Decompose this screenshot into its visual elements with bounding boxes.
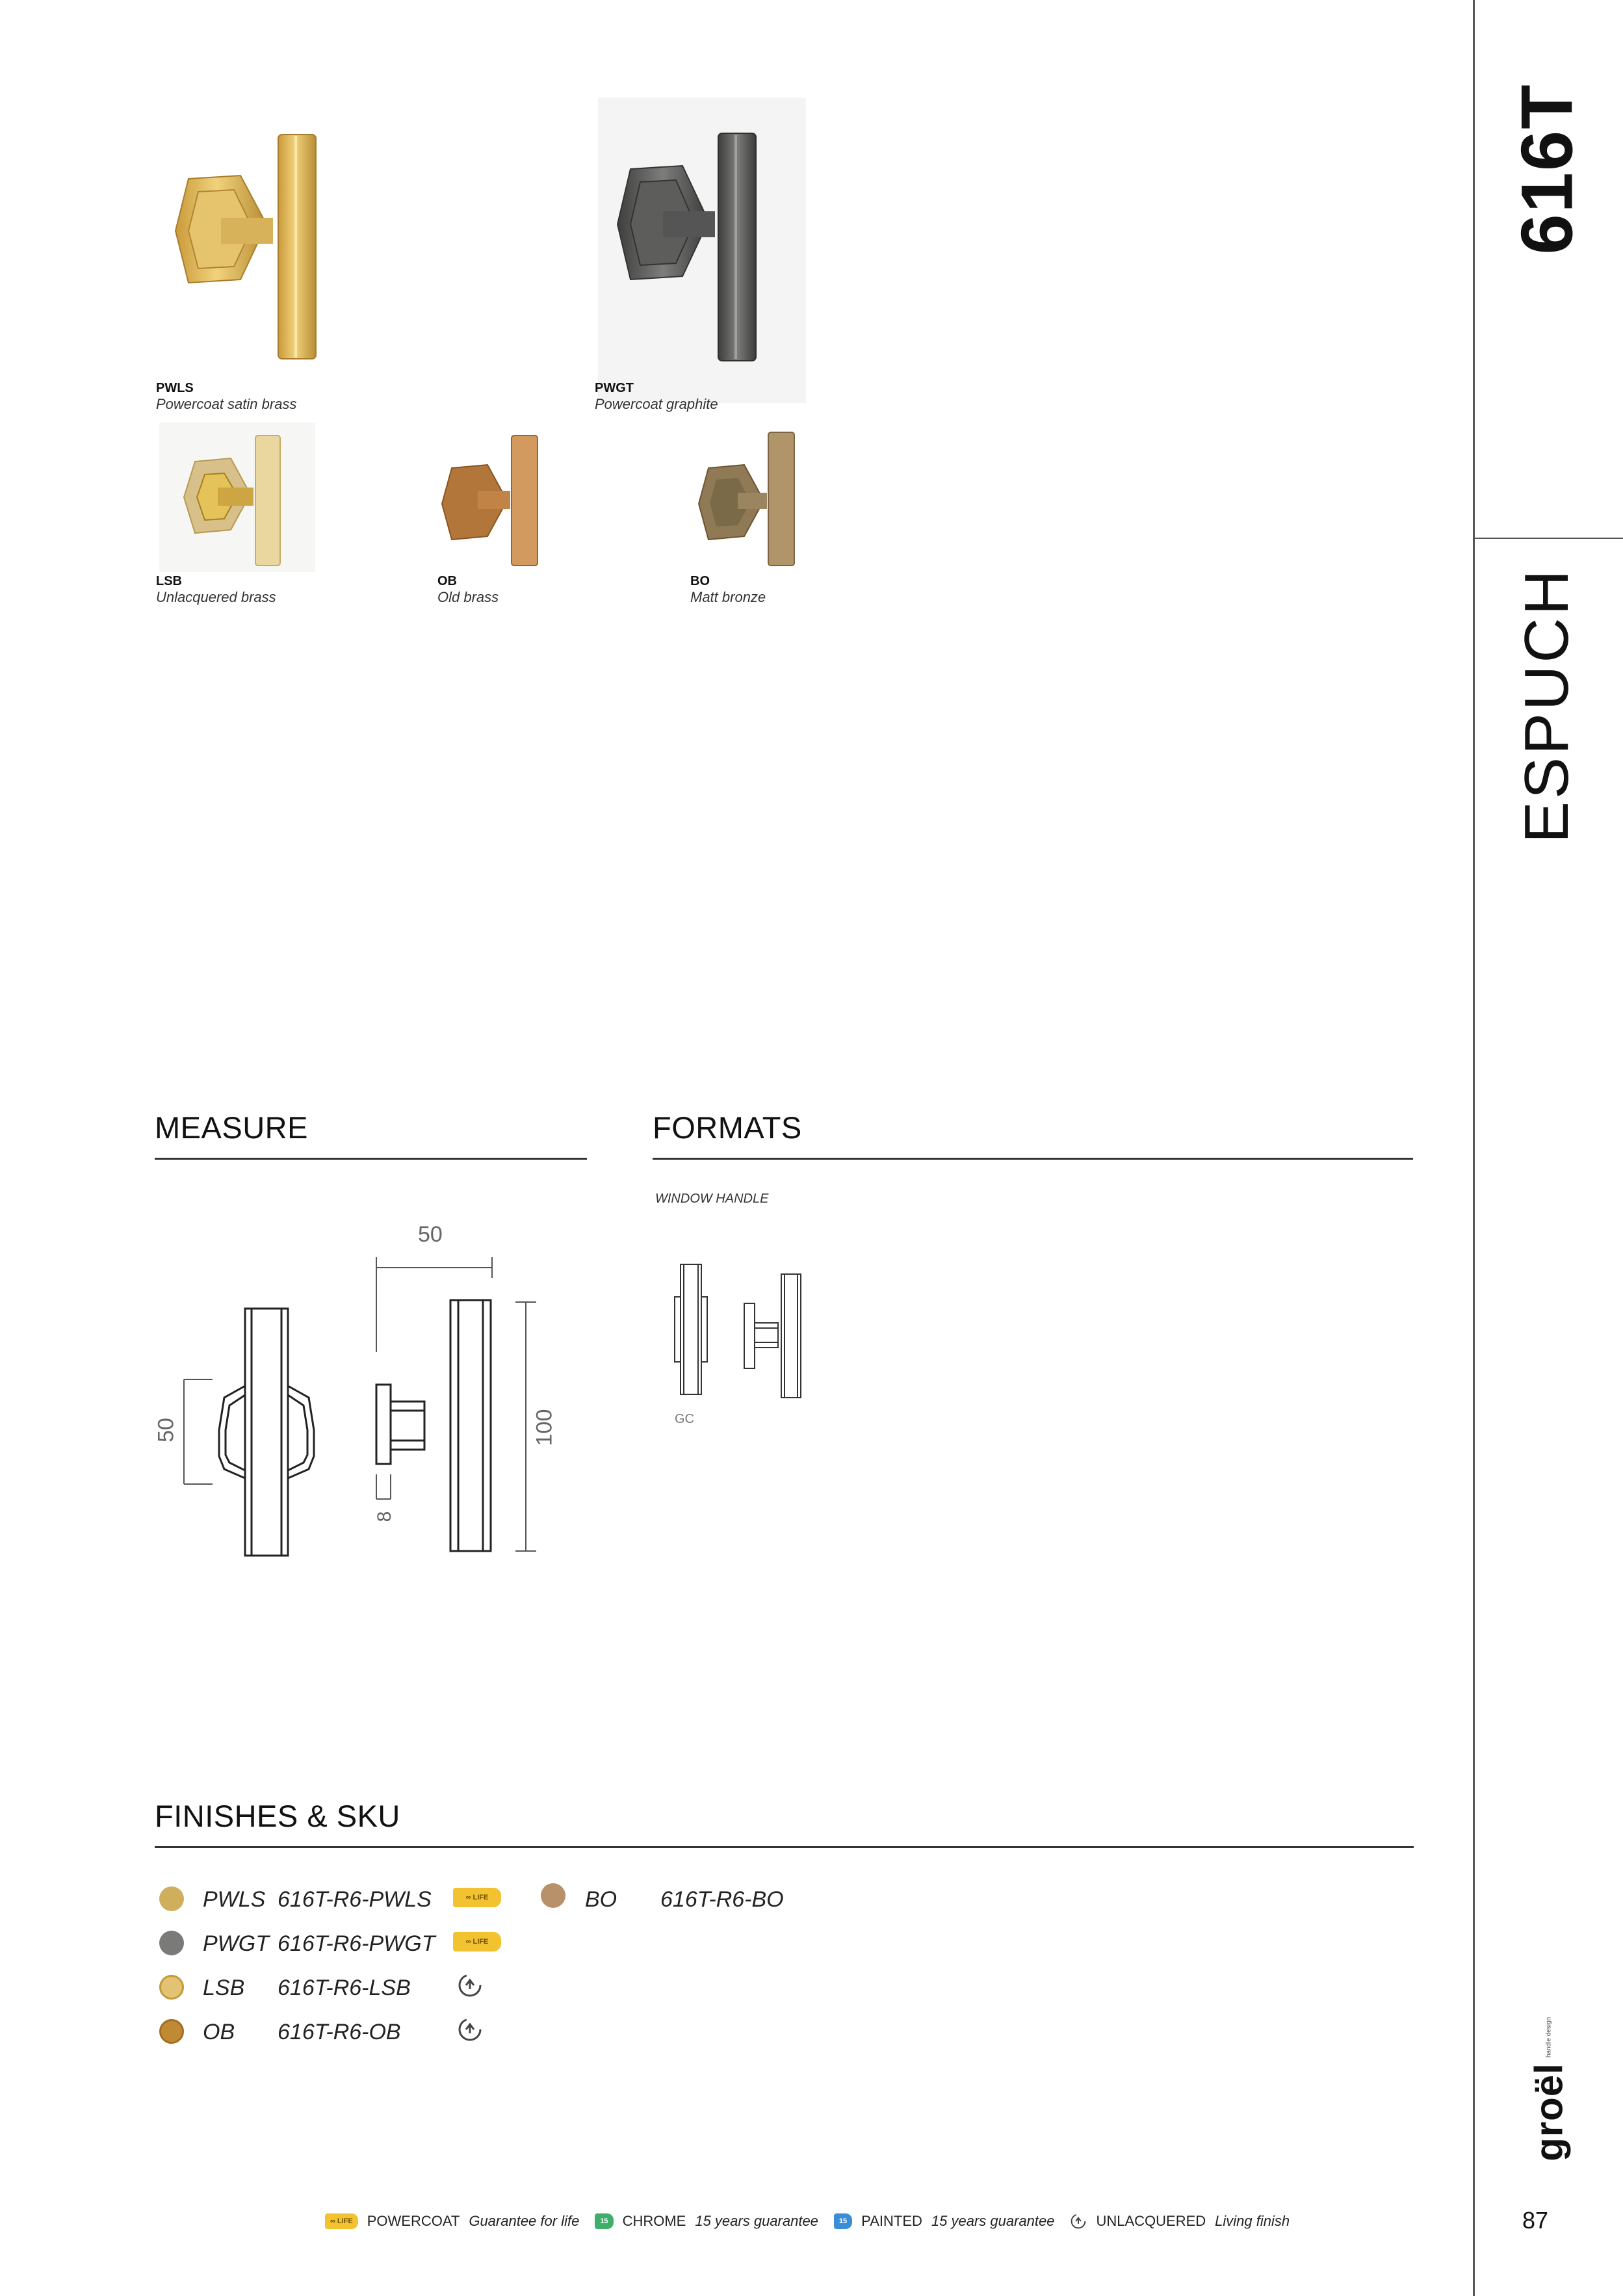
product-caption-code: LSB	[156, 574, 182, 588]
legend-chrome-desc: 15 years guarantee	[695, 2213, 818, 2229]
powercoat-legend-badge: ∞ LIFE	[325, 2213, 358, 2229]
brand-logo-wordmark: groël	[1527, 2063, 1571, 2161]
finish-sku: 616T-R6-BO	[660, 1887, 784, 1912]
measure-dim-width: 50	[418, 1222, 443, 1247]
rail-divider	[1473, 0, 1475, 2296]
guarantee-legend	[325, 2208, 1290, 2234]
measure-rule	[155, 1158, 587, 1160]
product-image-bo	[695, 423, 812, 572]
finishes-heading: FINISHES & SKU	[155, 1799, 400, 1833]
measure-dim-rose: 50	[153, 1418, 179, 1442]
product-image-lsb	[159, 423, 315, 572]
formats-heading: FORMATS	[653, 1110, 802, 1145]
product-image-pwgt	[598, 98, 806, 403]
finish-code: BO	[585, 1887, 617, 1912]
product-code-title: 616T	[1506, 83, 1588, 255]
finish-swatch	[159, 1886, 184, 1911]
legend-chrome: CHROME	[622, 2213, 686, 2229]
finish-swatch	[159, 1931, 184, 1955]
powercoat-life-badge: ∞ LIFE	[453, 1888, 501, 1907]
legend-powercoat: POWERCOAT	[367, 2213, 460, 2229]
product-image-ob	[439, 423, 582, 572]
finish-sku: 616T-R6-OB	[278, 2020, 401, 2044]
measure-dim-offset: 8	[374, 1511, 395, 1522]
measure-heading: MEASURE	[155, 1110, 308, 1145]
product-caption-code: BO	[690, 574, 710, 588]
legend-painted-desc: 15 years guarantee	[931, 2213, 1055, 2229]
legend-powercoat-desc: Guarantee for life	[469, 2213, 580, 2229]
finish-sku: 616T-R6-PWGT	[278, 1931, 435, 1956]
format-code: GC	[675, 1412, 694, 1426]
brand-logo	[1527, 2018, 1572, 2161]
page-number: 87	[1522, 2207, 1549, 2234]
product-caption-name: Old brass	[437, 589, 499, 605]
product-caption-name: Matt bronze	[690, 589, 766, 605]
finish-swatch	[159, 2019, 184, 2044]
measure-dim-height: 100	[532, 1409, 557, 1446]
product-caption-name: Powercoat graphite	[595, 396, 718, 412]
format-label: WINDOW HANDLE	[655, 1192, 769, 1206]
product-caption-code: PWLS	[156, 381, 194, 395]
finish-swatch	[159, 1975, 184, 2000]
painted-legend-badge: 15	[834, 2213, 852, 2229]
finish-code: PWGT	[203, 1931, 269, 1956]
product-caption-name: Unlacquered brass	[156, 589, 276, 605]
brand-logo-tagline: handle design	[1545, 2016, 1553, 2058]
finish-sku: 616T-R6-LSB	[278, 1976, 411, 2000]
finishes-rule	[155, 1846, 1414, 1848]
product-caption-name: Powercoat satin brass	[156, 396, 297, 412]
formats-rule	[653, 1158, 1413, 1160]
collection-name-title: ESPUCH	[1512, 567, 1581, 844]
finish-swatch	[541, 1883, 565, 1908]
legend-painted: PAINTED	[861, 2213, 922, 2229]
measure-drawing	[153, 1216, 575, 1567]
legend-unlacquered-desc: Living finish	[1215, 2213, 1290, 2229]
finish-code: OB	[203, 2020, 235, 2044]
product-image-pwls	[162, 127, 344, 364]
rail-separator	[1473, 538, 1623, 539]
format-drawing-window-handle	[669, 1258, 812, 1401]
legend-unlacquered: UNLACQUERED	[1096, 2213, 1206, 2229]
unlacquered-icon	[457, 1972, 483, 1998]
finish-sku: 616T-R6-PWLS	[278, 1887, 432, 1912]
finish-code: LSB	[203, 1976, 245, 2000]
powercoat-life-badge: ∞ LIFE	[453, 1932, 501, 1951]
unlacquered-icon	[457, 2016, 483, 2042]
unlacquered-legend-icon	[1070, 2213, 1087, 2230]
finish-code: PWLS	[203, 1887, 266, 1912]
product-caption-code: OB	[437, 574, 457, 588]
chrome-legend-badge: 15	[595, 2213, 613, 2229]
product-caption-code: PWGT	[595, 381, 634, 395]
